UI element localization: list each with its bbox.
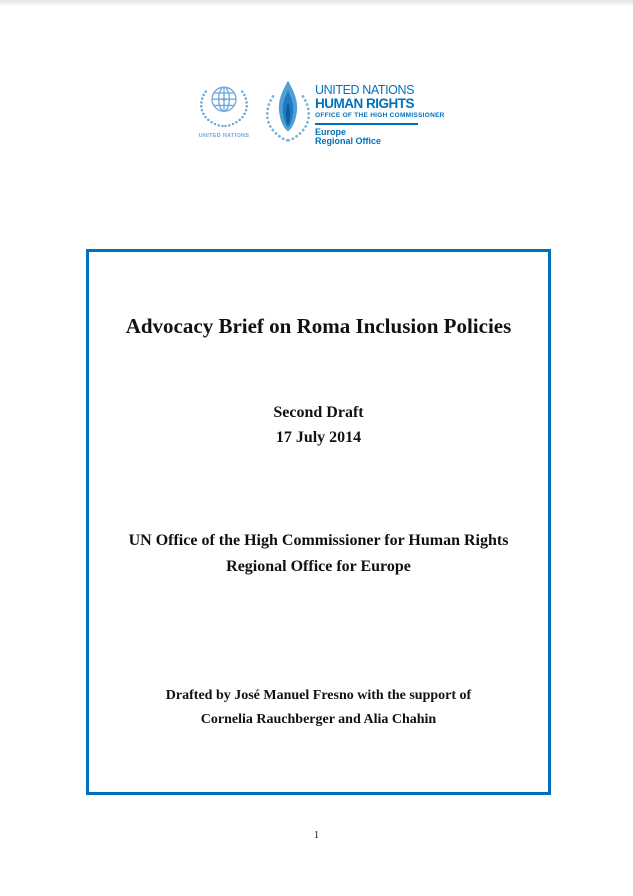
organization-name: UN Office of the High Commissioner for Human Rights [128,532,509,549]
ohchr-logo-text [315,84,445,147]
document-title: Advocacy Brief on Roma Inclusion Policies [125,314,512,338]
ohchr-line-office: OFFICE OF THE HIGH COMMISSIONER [315,112,445,119]
credits-author: Drafted by José Manuel Fresno with the support of [165,688,472,703]
ohchr-office-region: Europe [315,126,347,137]
cover-box [86,249,551,795]
un-logo [196,81,252,147]
ohchr-line-human-rights: HUMAN RIGHTS [315,96,414,111]
draft-status: Second Draft [273,404,364,421]
draft-date: 17 July 2014 [275,429,362,446]
ohchr-logo [263,78,445,147]
un-emblem-icon [196,81,252,127]
un-logo-caption: UNITED NATIONS [198,133,250,139]
credits [89,684,548,732]
ohchr-flame-icon [263,78,313,145]
header-logos [196,78,445,147]
ohchr-office-name: Regional Office [315,136,382,146]
credits-support: Cornelia Rauchberger and Alia Chahin [200,712,437,727]
draft-info [89,400,548,450]
page-top-shadow [0,0,633,6]
organization-info [89,528,548,580]
page-number: 1 [313,829,320,841]
organization-office: Regional Office for Europe [226,558,411,575]
ohchr-divider [315,123,418,125]
ohchr-line-united-nations: UNITED NATIONS [315,83,415,97]
